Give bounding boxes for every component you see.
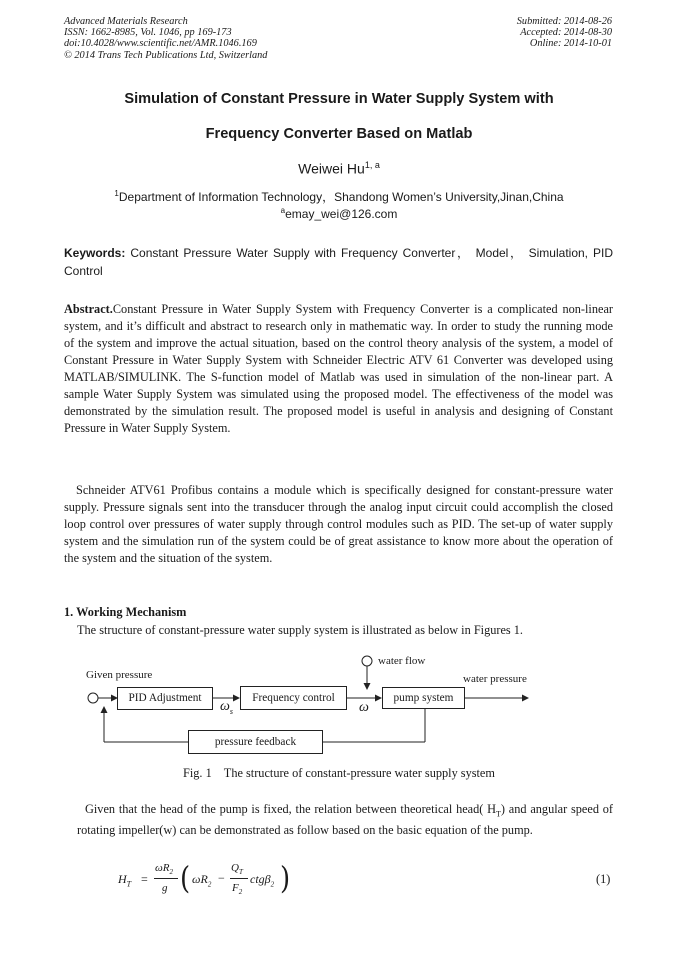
eq-den2: $F_2$ (232, 882, 243, 897)
copyright: © 2014 Trans Tech Publications Ltd, Switzerland (64, 49, 268, 61)
abstract (64, 301, 613, 437)
eq-num1: $\omega R_2$ (155, 862, 173, 877)
eq-rparen: ) (280, 861, 291, 897)
eq-fraction-bar-1 (154, 878, 178, 879)
author (0, 160, 678, 177)
eq-lparen: ( (180, 861, 191, 897)
keywords-text: Constant Pressure Water Supply with Frequency Converter， Model， Simulation, PID Control (64, 246, 613, 278)
section-heading: 1. Working Mechanism (64, 605, 187, 619)
eq-term1: $\omega R_2$ (192, 872, 212, 889)
given-pressure-label: Given pressure (86, 669, 153, 681)
email-text[interactable]: emay_wei@126.com (285, 207, 398, 221)
online-date: Online: 2014-10-01 (529, 38, 612, 50)
email (0, 206, 678, 221)
doi: doi:10.4028/www.scientific.net/AMR.1046.169 (64, 38, 257, 50)
keywords-label: Keywords: (64, 246, 126, 260)
pump-system-block: pump system (382, 687, 465, 709)
omega-label: ω (359, 700, 369, 715)
issn: ISSN: 1662-8985, Vol. 1046, pp 169-173 (64, 27, 232, 39)
paper-title-line1: Simulation of Constant Pressure in Water Supply System with (124, 91, 554, 107)
water-pressure-label: water pressure (463, 673, 527, 685)
affiliation-sup: 1 (114, 189, 119, 198)
author-sup: 1, a (364, 160, 380, 170)
affiliation-text: Department of Information Technology，Shandong Women’s University,Jinan,China (118, 190, 564, 204)
eq-equals: = (141, 872, 148, 886)
eq-den1: g (162, 882, 168, 894)
frequency-control-block: Frequency control (240, 686, 347, 710)
journal-name: Advanced Materials Research (64, 16, 188, 27)
eq-fraction-bar-2 (230, 878, 248, 879)
section-intro: The structure of constant-pressure water supply system is illustrated as below in Figures 1. (77, 623, 524, 637)
abstract-text: Constant Pressure in Water Supply System with Frequency Converter is a complicated non-linear system, and it’s difficult and abstract to research only in mathematic way. In order to study the running mode of the system and improve the actual situation, based on the control theory analysis of the system, a model of Constant Pressure in Water Supply System with Schneider Electric ATV 61 Converter was developed using MATLAB/SIMULINK. The S-function model of Matlab was used in simulation of the non-linear part. A sample Water Supply System was simulated using the proposed model. The effectiveness of the model was demonstrated by the simulation result. The proposed model is useful in analysis and designing of Constant Pressure in Water Supply System. (64, 302, 613, 435)
equation-1 (118, 862, 298, 902)
email-sup: a (280, 206, 286, 215)
omega-s-label: $\omega_s$ (220, 699, 234, 716)
equation-number: (1) (596, 872, 611, 886)
abstract-label: Abstract. (64, 302, 113, 316)
structure-diagram (0, 650, 678, 762)
figure-caption: Fig. 1 The structure of constant-pressure water supply system (183, 766, 495, 780)
keywords (64, 244, 613, 280)
eq-minus: − (218, 871, 225, 885)
dates-info (517, 16, 612, 50)
para-head-relation: Given that the head of the pump is fixed, the relation between theoretical head( $H_T$) and angular speed of rotating impeller(w) can be demonstrated as follow based on the basic equation of the pump. (77, 802, 613, 838)
water-flow-label: water flow (378, 655, 426, 667)
author-name: Weiwei Hu (298, 160, 365, 177)
eq-lhs: $H_T$ (118, 872, 132, 889)
paper-title-line2: Frequency Converter Based on Matlab (205, 126, 473, 142)
journal-info (64, 16, 267, 61)
affiliation (0, 188, 678, 205)
eq-num2: $Q_T$ (231, 862, 243, 877)
pid-block: PID Adjustment (117, 687, 213, 710)
submitted-date: Submitted: 2014-08-26 (516, 16, 612, 27)
pressure-feedback-block: pressure feedback (188, 730, 323, 754)
accepted-date: Accepted: 2014-08-30 (520, 27, 612, 39)
eq-ctg: ctgβ$_2$ (250, 872, 275, 889)
intro-paragraph: Schneider ATV61 Profibus contains a module which is specifically designed for constant-pressure water supply. Pressure signals sent into the transducer through the analog input circuit could accomplish the closed loop control over pressures of water supply through control modules such as PID. The set-up of water supply system and the simulation run of the system could be of great assistance to know more about the operation of the system and the situation of the system. (64, 483, 613, 565)
